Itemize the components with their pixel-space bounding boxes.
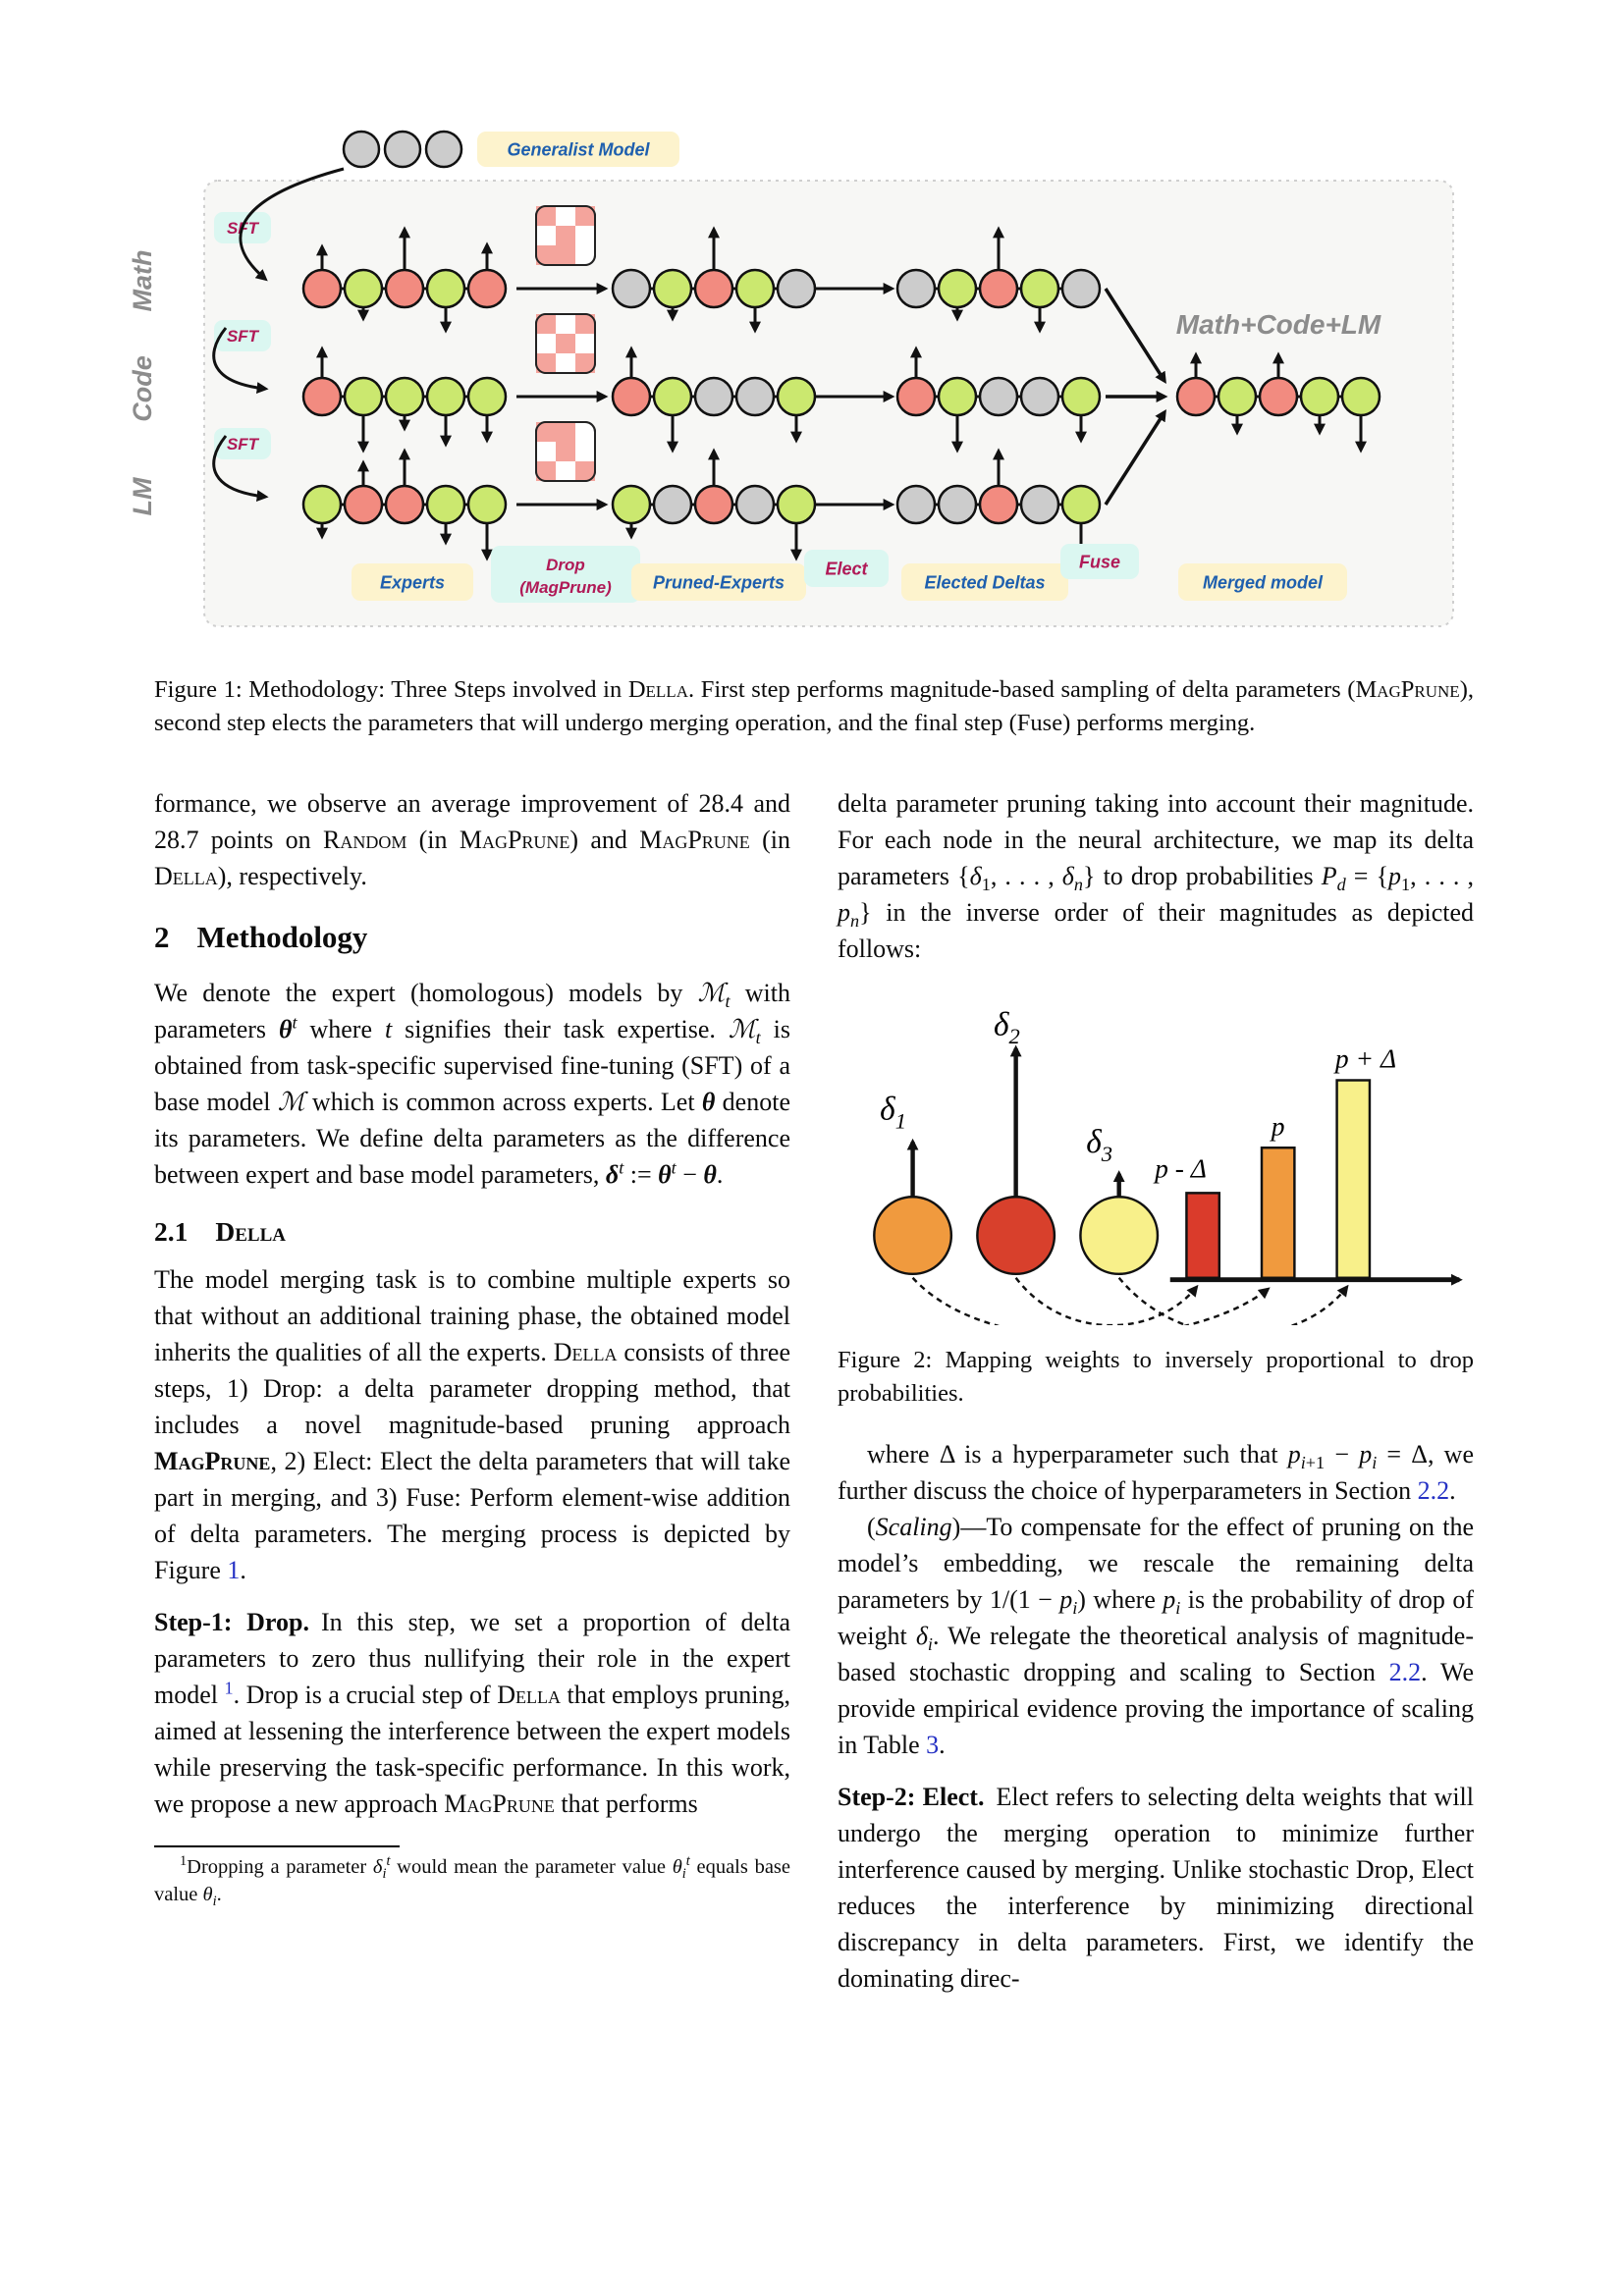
text-segment: − [1325,1440,1360,1468]
paragraph-step2-elect [838,1779,1474,1997]
pruned-node [654,486,691,523]
text-segment: 1 [1401,875,1411,895]
text-segment: consists of three steps, 1) Drop: a delta parameter dropping method, that includes a novel magnitude-based pruning approach [154,1338,790,1439]
text-segment: i [212,1894,217,1910]
footnote-1 [154,1853,790,1908]
figure-1 [116,120,1471,658]
figure-2-canvas [838,992,1474,1325]
text-segment: ) where [1077,1585,1164,1614]
pruned-node [695,486,732,523]
experts-node [386,378,423,415]
text-segment: { [1376,862,1389,890]
paragraph-notation [154,975,790,1193]
text-segment: δ [605,1160,620,1189]
text-segment: − [676,1160,704,1189]
experts-node [303,270,341,307]
text-segment: . [1449,1476,1456,1505]
task-label-code: Code [128,355,157,422]
stage-label-elected-deltas [901,563,1068,601]
text-segment: = Δ, we further discuss the choice of hyperparameters in Section [838,1440,1474,1505]
text-segment: Figure 1: Methodology: Three Steps involved in [154,676,628,703]
stage-label-merged-model-text: Merged model [1202,572,1324,593]
text-segment: θ [703,1160,717,1189]
text-segment: The model merging task is to combine multiple experts so that without an additional training phase, the obtained model inherits the qualities of all the experts. [154,1265,790,1366]
pruned-node [613,270,650,307]
text-segment: t [386,1853,391,1870]
experts-node [468,486,506,523]
text-segment: ( [867,1513,876,1541]
experts-node [386,486,423,523]
experts-node [345,486,382,523]
stage-label-pruned-experts [631,563,806,601]
stage-label-merged-model [1178,563,1347,601]
text-segment: ), respectively. [217,862,367,890]
section-2-heading [154,920,790,955]
pruned-node [654,270,691,307]
generalist-node [426,132,461,167]
paragraph-magprune [838,785,1474,967]
pruned-node [778,486,815,523]
text-segment: is the probability of drop of weight [838,1585,1474,1650]
merged-node [1342,378,1380,415]
text-segment: := [623,1160,659,1189]
generalist-node [385,132,420,167]
text-segment: θ [658,1160,672,1189]
text-segment: θ [672,1856,682,1878]
text-segment: i [927,1634,933,1655]
text-segment: . We relegate the theoretical analysis of magnitude-based stochastic dropping and scaling to Section [838,1622,1474,1686]
text-segment: Della [215,1216,286,1247]
text-segment: t [384,1015,393,1043]
text-segment: θ [701,1088,716,1116]
paragraph-della-steps [154,1261,790,1588]
weight-node [1080,1197,1158,1274]
text-segment: . Drop is a crucial step of [233,1681,498,1709]
weight-node [977,1197,1055,1274]
ref-link[interactable]: 2.2 [1388,1658,1422,1686]
text-segment: δ [1061,862,1074,890]
experts-node [427,378,464,415]
text-segment: (in [406,826,460,854]
text-segment: i [681,1866,686,1883]
text-segment: d [1336,875,1346,895]
experts-node [303,378,341,415]
text-segment: δ [915,1622,928,1650]
text-segment: δ [372,1856,383,1878]
stage-label-elect [804,550,889,587]
text-segment: ℳ [728,1015,756,1043]
right-column [838,785,1474,1997]
text-segment: )—To compensate for the effect of pruning on the model’s embedding, we rescale the remaining delta parameters by 1/(1 − [838,1513,1474,1614]
text-segment: that employs pruning, aimed at lessening the interference between the expert models while preserving the task-specific performance. In this work, we propose a new approach [154,1681,790,1818]
text-segment: MagPrune [444,1789,555,1818]
text-segment: . First step performs magnitude-based sampling of delta parameters ( [687,676,1356,703]
text-segment: 2.1 [154,1216,189,1247]
text-segment: MagPrune [1355,676,1460,703]
task-label-math: Math [128,249,157,312]
drop-matrix [536,314,595,373]
text-segment: p [1287,1440,1301,1468]
text-segment: Step-2: Elect. [838,1783,985,1811]
delta-label: $\delta_2$ [994,1006,1020,1049]
text-segment: equals base value [154,1856,790,1905]
delta-label: $\delta_3$ [1086,1124,1113,1166]
figure-1-caption [154,673,1474,740]
text-segment: t [685,1853,690,1870]
text-segment: which is common across experts. Let [304,1088,702,1116]
text-segment: ℳ [697,979,726,1007]
elected-node [897,486,935,523]
elected-node [1021,270,1058,307]
pruned-node [613,486,650,523]
ref-link[interactable]: 1 [227,1556,241,1584]
text-segment: where [297,1015,385,1043]
merged-title: Math+Code+LM [1175,309,1381,340]
figure-1-canvas [116,120,1471,658]
text-segment: n [1073,875,1083,895]
text-segment: i [382,1866,387,1883]
text-segment: P [1321,862,1337,890]
text-segment: i [1072,1598,1078,1619]
pruned-node [778,378,815,415]
text-segment: Methodology [196,920,368,954]
text-segment: with parameters [154,979,790,1043]
text-segment: . [240,1556,246,1584]
text-segment: , 2) Elect: Elect the delta parameters that will take part in merging, and 3) Fuse: Perform element-wise addition of delta parameters. The merging process is depicted by Figure [154,1447,790,1584]
text-segment: p [1163,1585,1176,1614]
experts-node [345,378,382,415]
paragraph-where-delta [838,1436,1474,1509]
text-segment: } [1082,862,1096,890]
elected-node [980,486,1017,523]
mapping-arrow [913,1278,1268,1325]
elected-node [980,270,1017,307]
delta-label: $\delta_1$ [880,1091,907,1134]
text-segment: i [1175,1598,1181,1619]
left-column [154,785,790,1929]
text-segment: } [859,898,872,927]
stage-label-fuse [1060,544,1139,579]
bar-label: p - Δ [1155,1153,1207,1184]
text-segment: is obtained from task-specific supervised fine-tuning (SFT) of a base model [154,1015,790,1116]
stage-label-experts-text: Experts [379,572,446,593]
text-segment: In this step, we set a proportion of delta parameters to zero thus nullifying their role in the expert model [154,1608,790,1709]
pruned-node [654,378,691,415]
paragraph-continuation [154,785,790,894]
experts-node [345,270,382,307]
text-segment: p [1359,1440,1373,1468]
sft-label [214,320,271,351]
pruned-node [736,378,774,415]
weight-node [874,1197,951,1274]
elected-node [1062,486,1100,523]
elected-node [980,378,1017,415]
text-segment: t [671,1157,677,1178]
elected-node [939,270,976,307]
ref-link[interactable]: 1 [224,1678,234,1698]
text-segment: Della [627,676,688,703]
paragraph-scaling [838,1509,1474,1763]
text-segment: +1 [1305,1453,1326,1473]
text-segment: n [850,911,860,932]
text-segment: Random [322,826,407,854]
text-segment: 1 [180,1853,188,1870]
text-segment: Della [497,1681,561,1709]
pruned-node [736,270,774,307]
text-segment: . [216,1884,222,1905]
text-segment: . [939,1731,946,1759]
stage-label-elected-deltas-text: Elected Deltas [924,572,1046,593]
text-segment: MagPrune [639,826,750,854]
text-segment: Scaling [875,1513,952,1541]
merged-node [1177,378,1215,415]
elected-node [939,486,976,523]
pruned-node [736,486,774,523]
experts-node [386,270,423,307]
text-segment: that performs [554,1789,698,1818]
text-segment: Elect refers to selecting delta weights that will undergo the merging operation to minimize further interference caused by merging. Unlike stochastic Drop, Elect reduces the interference by minimizing directional discrepancy in delta parameters. First, we identify the dominating direc- [838,1783,1474,1993]
experts-node [468,270,506,307]
experts-node [303,486,341,523]
text-segment: MagPrune [459,826,570,854]
elected-node [1021,486,1058,523]
text-segment: i [1300,1453,1306,1473]
text-segment: would mean the parameter value [390,1856,673,1878]
elected-node [1062,378,1100,415]
paragraph-step1-drop [154,1604,790,1822]
text-segment: Della [553,1338,618,1366]
probability-bar [1262,1148,1294,1278]
text-segment: signifies their task expertise. [392,1015,729,1043]
text-segment: δ [969,862,982,890]
figure-2 [838,992,1474,1330]
text-segment: (in [749,826,790,854]
sft-label-text: SFT [226,327,259,347]
merged-node [1260,378,1297,415]
stage-label-drop [491,546,640,603]
text-segment: ) and [569,826,640,854]
merged-node [1218,378,1256,415]
text-segment: denote its parameters. We define delta parameters as the difference between expert and base model parameters, [154,1088,790,1189]
footnote-rule [154,1845,400,1847]
text-segment: = [1345,862,1377,890]
pruned-node [695,378,732,415]
text-segment: in the inverse order of their magnitudes as depicted follows: [838,898,1474,963]
pruned-node [695,270,732,307]
sft-label-text: SFT [226,435,259,454]
sft-label-text: SFT [226,219,259,239]
figure-2-caption: Figure 2: Mapping weights to inversely proportional to drop probabilities. [838,1347,1474,1407]
text-segment: t [725,991,731,1012]
experts-node [427,486,464,523]
ref-link[interactable]: 2.2 [1417,1476,1450,1505]
stage-label-drop-line1: Drop [546,556,585,574]
text-segment: , . . . , [990,862,1062,890]
text-segment: t [292,1012,298,1033]
ref-link[interactable]: 3 [926,1731,940,1759]
pruned-node [778,270,815,307]
text-segment: p [1059,1585,1073,1614]
text-segment: θ [278,1015,293,1043]
stage-label-elect-text: Elect [825,559,868,579]
generalist-node [344,132,379,167]
text-segment: 1 [981,875,991,895]
stage-label-fuse-text: Fuse [1078,552,1121,572]
text-segment: formance, we observe an average improvement of 28.4 and 28.7 points on [154,789,790,854]
probability-bar [1337,1080,1370,1277]
text-segment: 2 [154,920,170,954]
elected-node [1062,270,1100,307]
drop-matrix [536,422,595,481]
text-segment: Dropping a parameter [187,1856,373,1878]
bar-label: p [1271,1111,1285,1142]
text-segment: t [619,1157,624,1178]
text-segment: t [755,1028,761,1048]
text-segment: { [957,862,970,890]
text-segment: where Δ is a hyperparameter such that [867,1440,1288,1468]
text-segment: , . . . , [1410,862,1475,890]
text-segment: Della [154,862,218,890]
text-segment: ℳ [277,1088,305,1116]
section-2-1-heading [154,1216,790,1248]
bar-label: p + Δ [1334,1043,1397,1074]
experts-node [427,270,464,307]
elected-node [897,270,935,307]
text-segment: i [1372,1453,1378,1473]
merged-node [1301,378,1338,415]
stage-label-experts [352,563,473,601]
text-segment: We denote the expert (homologous) models by [154,979,698,1007]
experts-node [468,378,506,415]
stage-label-drop-line2: (MagPrune) [519,578,612,597]
probability-bar [1186,1193,1218,1277]
text-segment: . [716,1160,724,1189]
text-segment: MagPrune [154,1447,271,1475]
text-segment: Step-1: Drop. [154,1608,309,1636]
sft-label [214,428,271,459]
text-segment: p [838,898,850,927]
text-segment: ), second step elects the parameters that will undergo merging operation, and the final step (Fuse) performs merging. [154,676,1474,736]
text-segment: to drop probabilities [1095,862,1322,890]
pruned-node [613,378,650,415]
elected-node [897,378,935,415]
text-segment: . We provide empirical evidence proving the importance of scaling in Table [838,1658,1474,1759]
text-segment: θ [202,1884,213,1905]
drop-matrix [536,206,595,265]
stage-label-pruned-experts-text: Pruned-Experts [652,572,785,593]
task-label-lm: LM [128,477,157,516]
elected-node [1021,378,1058,415]
generalist-model-label [477,132,679,167]
text-segment: delta parameter pruning taking into account their magnitude. For each node in the neural architecture, we map its delta parameters [838,789,1474,890]
elected-node [939,378,976,415]
generalist-model-label-text: Generalist Model [507,139,650,160]
text-segment: p [1388,862,1402,890]
